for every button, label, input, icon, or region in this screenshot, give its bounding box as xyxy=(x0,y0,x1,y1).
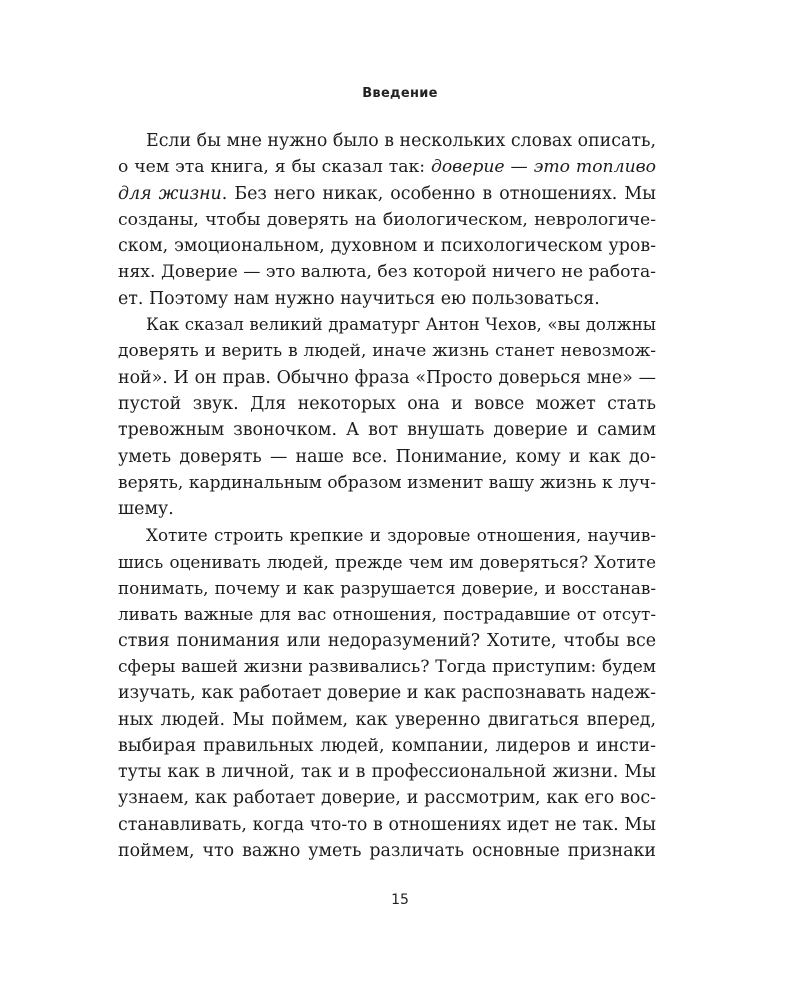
text-span: . Без него никак, особенно в отношениях. Мы xyxy=(221,183,656,204)
paragraph-3-line-10: туты как в личной, так и в профессиональной жизни. Мы xyxy=(118,762,656,783)
paragraph-3-line-6: сферы вашей жизни развивались? Тогда приступим: будем xyxy=(118,656,656,677)
paragraph-2-line-1: Как сказал великий драматург Антон Чехов, «вы должны xyxy=(146,315,656,335)
paragraph-3-line-1: Хотите строить крепкие и здоровые отношения, научив- xyxy=(146,525,656,546)
paragraph-2-line-5: тревожным звоночком. А вот внушать доверие и самим xyxy=(118,420,656,441)
paragraph-3-line-13: поймем, что важно уметь различать основные признаки xyxy=(118,841,656,862)
paragraph-2-line-8: шему. xyxy=(118,499,174,520)
paragraph-2-line-7: верять, кардинальным образом изменит вашу жизнь к луч- xyxy=(118,472,656,493)
emphasis-text: доверие — это топливо xyxy=(430,157,656,178)
paragraph-3-line-7: изучать, как работает доверие и как распознавать надеж- xyxy=(118,683,656,704)
paragraph-3-line-4: ливать важные для вас отношения, пострадавшие от отсут- xyxy=(118,604,656,625)
paragraph-2-line-3: ной». И он прав. Обычно фраза «Просто доверься мне» — xyxy=(118,367,656,388)
emphasis-text: для жизни xyxy=(118,183,222,204)
paragraph-1-line-3 xyxy=(118,181,656,207)
page-number: 15 xyxy=(391,892,409,908)
paragraph-3-line-5: ствия понимания или недоразумений? Хотите, чтобы все xyxy=(118,630,656,651)
paragraph-1-line-6: нях. Доверие — это валюта, без которой ничего не работа- xyxy=(118,262,656,283)
body-text xyxy=(118,128,656,864)
running-title: Введение xyxy=(362,86,438,101)
paragraph-3-line-9: выбирая правильных людей, компании, лидеров и инсти- xyxy=(118,735,656,756)
paragraph-1-line-5: ском, эмоциональном, духовном и психологическом уров- xyxy=(118,236,656,257)
text-span: о чем эта книга, я бы сказал так: xyxy=(118,157,431,178)
paragraph-3-line-3: понимать, почему и как разрушается доверие, и восстанав- xyxy=(118,578,656,599)
paragraph-1-line-7: ет. Поэтому нам нужно научиться ею пользоваться. xyxy=(118,288,600,309)
paragraph-3-line-11: узнаем, как работает доверие, и рассмотрим, как его вос- xyxy=(118,788,656,809)
paragraph-1-line-4: созданы, чтобы доверять на биологическом, неврологиче- xyxy=(118,209,656,230)
paragraph-1-line-1: Если бы мне нужно было в нескольких словах описать, xyxy=(146,131,656,151)
paragraph-3-line-2: шись оценивать людей, прежде чем им доверяться? Хотите xyxy=(118,551,656,572)
paragraph-1-line-2 xyxy=(118,154,656,180)
paragraph-2-line-4: пустой звук. Для некоторых она и вовсе может стать xyxy=(118,393,656,414)
paragraph-2-line-6: уметь доверять — наше все. Понимание, кому и как до- xyxy=(118,446,656,467)
paragraph-3-line-8: ных людей. Мы поймем, как уверенно двигаться вперед, xyxy=(118,709,656,730)
paragraph-2-line-2: доверять и верить в людей, иначе жизнь станет невозмож- xyxy=(118,341,656,362)
paragraph-3-line-12: станавливать, когда что-то в отношениях идет не так. Мы xyxy=(118,814,656,835)
